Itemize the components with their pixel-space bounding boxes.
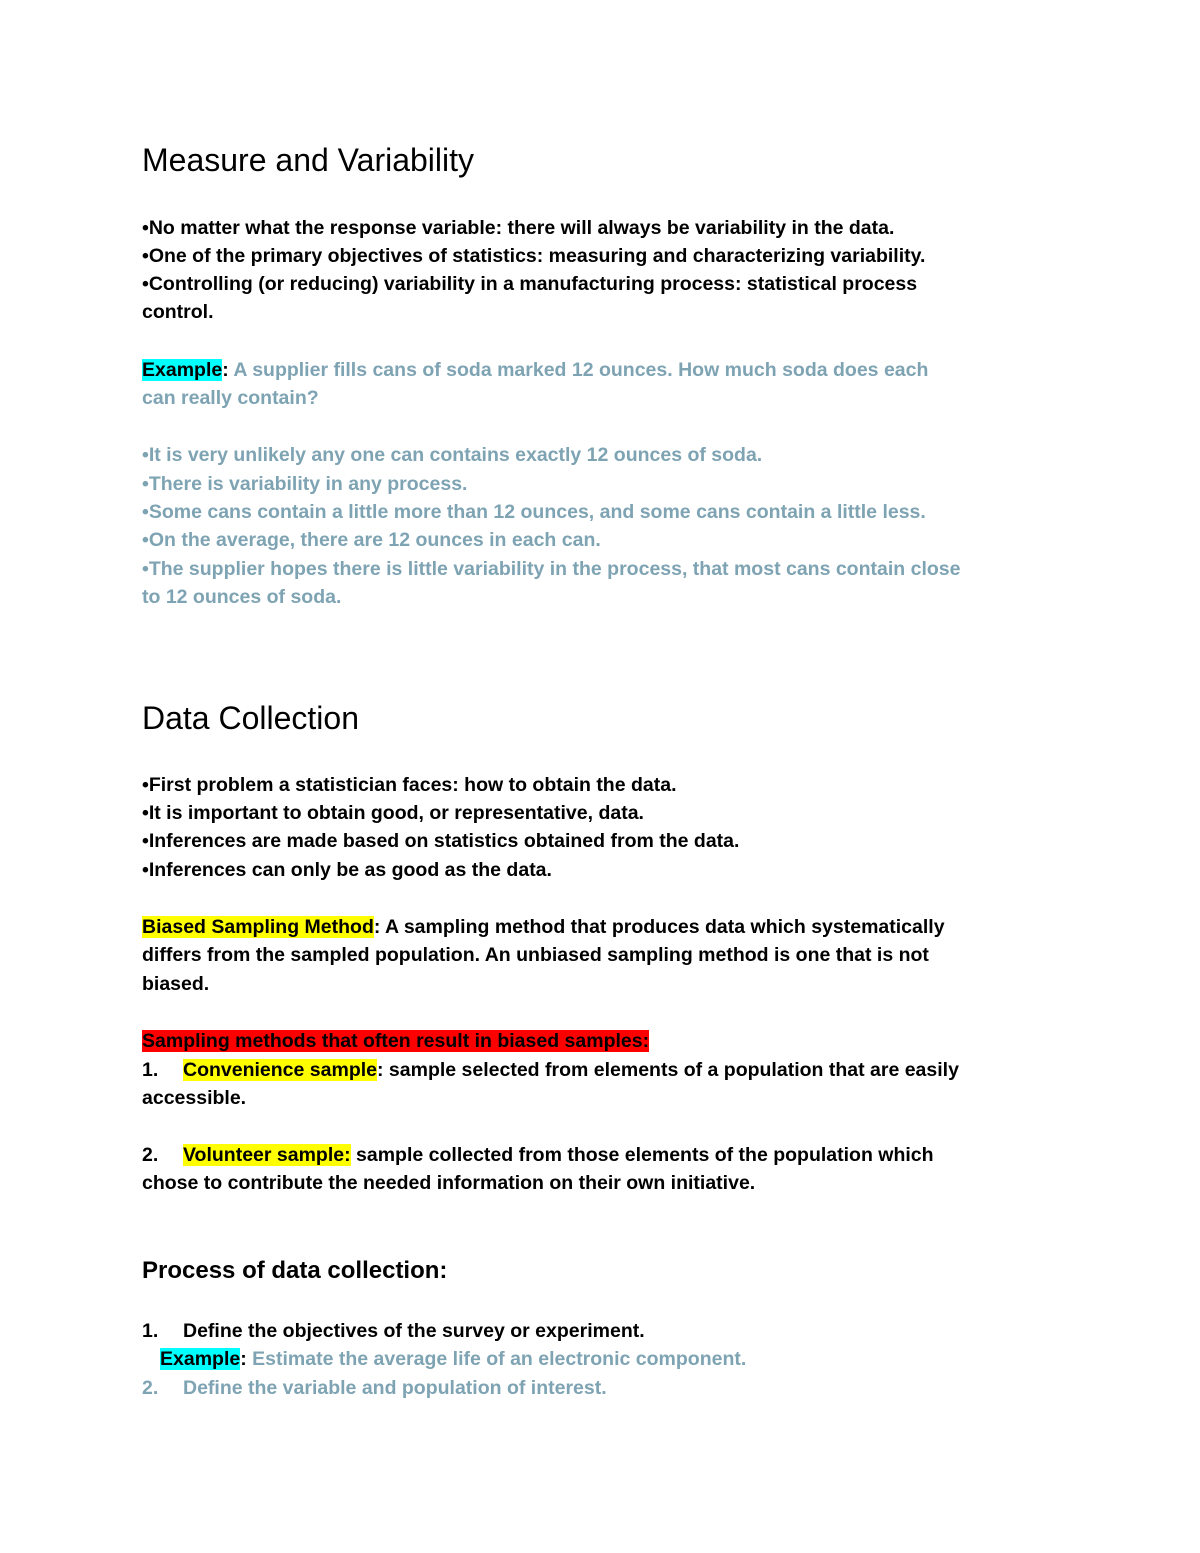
section-title-data-collection: Data Collection	[142, 700, 359, 736]
step-text: Define the objectives of the survey or experiment.	[183, 1320, 645, 1342]
bullet-line: •Inferences can only be as good as the data.	[142, 859, 552, 881]
method-number: 1.	[142, 1059, 159, 1081]
biased-sampling-label: Biased Sampling Method	[142, 916, 374, 938]
methods-heading: Sampling methods that often result in biased samples:	[142, 1030, 650, 1052]
method-label: Volunteer sample:	[183, 1144, 351, 1166]
method-text-continued: chose to contribute the needed information on their own initiative.	[142, 1172, 756, 1194]
example-colon: :	[240, 1348, 247, 1370]
method-item	[142, 1142, 934, 1168]
example-colon: :	[222, 359, 229, 381]
example-bullet: •Some cans contain a little more than 12 ounces, and some cans contain a little less.	[142, 501, 926, 523]
methods-heading-line	[142, 1028, 649, 1054]
bullet-line: •Inferences are made based on statistics obtained from the data.	[142, 830, 740, 852]
process-example	[142, 1346, 746, 1372]
method-number: 2.	[142, 1144, 159, 1166]
example-text: A supplier fills cans of soda marked 12 ounces. How much soda does each	[228, 359, 929, 381]
example-bullet: •The supplier hopes there is little variability in the process, that most cans contain close	[142, 558, 961, 580]
biased-text-continued: biased.	[142, 973, 210, 995]
section-title-measure-variability: Measure and Variability	[142, 142, 475, 178]
section-title-process: Process of data collection:	[142, 1257, 448, 1284]
bullet-line: •One of the primary objectives of statistics: measuring and characterizing variability.	[142, 245, 926, 267]
method-text-continued: accessible.	[142, 1087, 247, 1109]
example-text-continued: can really contain?	[142, 387, 319, 409]
step-number: 2.	[142, 1377, 159, 1399]
bullet-line: •No matter what the response variable: there will always be variability in the data.	[142, 217, 895, 239]
example-bullet: to 12 ounces of soda.	[142, 586, 342, 608]
process-step	[142, 1375, 607, 1401]
bullet-line: •It is important to obtain good, or representative, data.	[142, 802, 644, 824]
process-step	[142, 1318, 645, 1344]
step-text: Define the variable and population of interest.	[183, 1377, 607, 1399]
example-paragraph	[142, 357, 928, 383]
bullet-line: •First problem a statistician faces: how to obtain the data.	[142, 774, 677, 796]
bullet-line: control.	[142, 301, 214, 323]
example-bullet: •There is variability in any process.	[142, 473, 468, 495]
method-text: sample collected from those elements of the population which	[350, 1144, 934, 1166]
example-label: Example	[160, 1348, 241, 1370]
method-item	[142, 1057, 959, 1083]
biased-definition	[142, 914, 945, 940]
step-number: 1.	[142, 1320, 159, 1342]
method-label: Convenience sample	[183, 1059, 377, 1081]
biased-text-continued: differs from the sampled population. An unbiased sampling method is one that is not	[142, 944, 929, 966]
example-bullet: •It is very unlikely any one can contains exactly 12 ounces of soda.	[142, 444, 763, 466]
example-text: Estimate the average life of an electronic component.	[246, 1348, 747, 1370]
method-text: : sample selected from elements of a population that are easily	[377, 1059, 959, 1081]
bullet-line: •Controlling (or reducing) variability in a manufacturing process: statistical process	[142, 273, 918, 295]
example-bullet: •On the average, there are 12 ounces in each can.	[142, 529, 601, 551]
example-label: Example	[142, 359, 223, 381]
biased-text: : A sampling method that produces data which systematically	[373, 916, 945, 938]
